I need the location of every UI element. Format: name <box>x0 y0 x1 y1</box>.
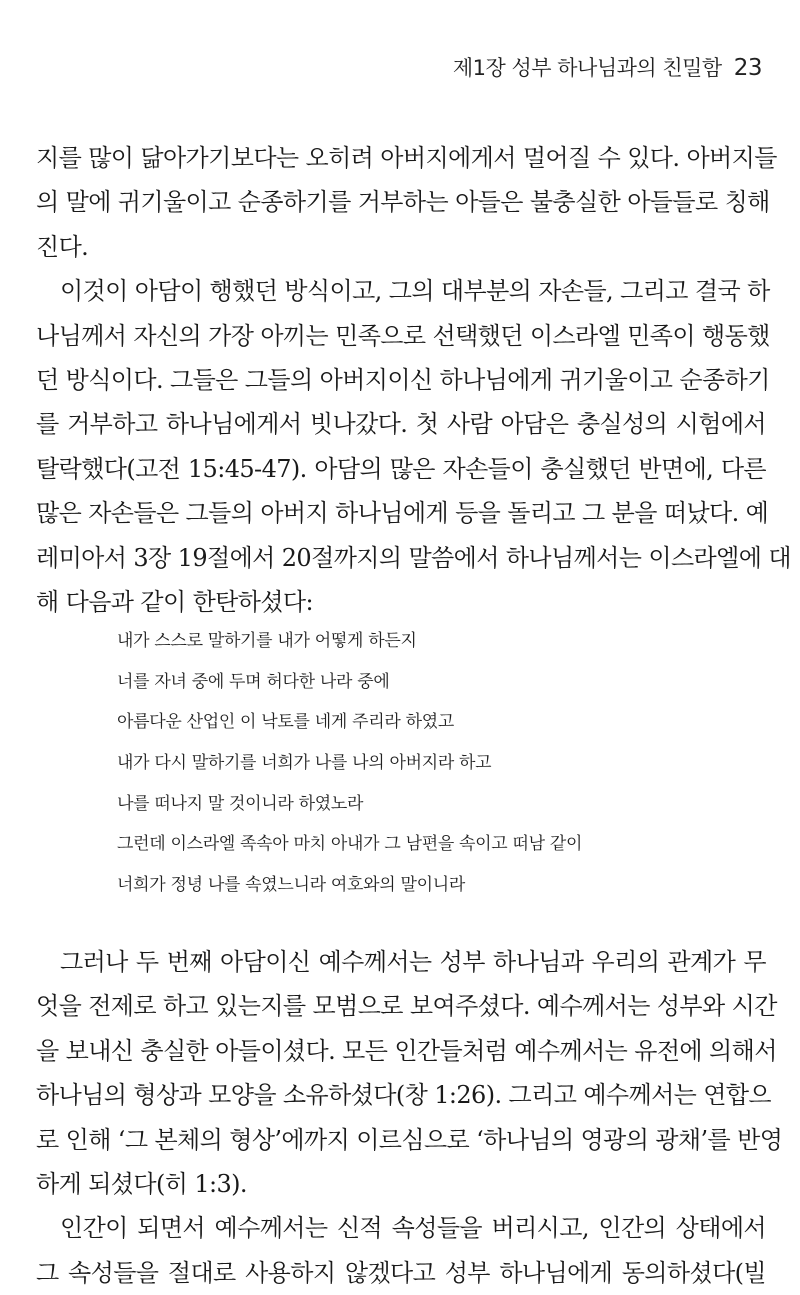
body-text-lower <box>36 940 783 1295</box>
text-line: 엇을 전제로 하고 있는지를 모범으로 보여주셨다. 예수께서는 성부와 시간 <box>36 992 777 1021</box>
text-line: 를 거부하고 하나님에게서 빗나갔다. 첫 사람 아담은 충실성의 시험에서 <box>36 410 766 439</box>
running-head <box>453 52 762 82</box>
body-text-upper <box>36 136 791 624</box>
paragraph-continued <box>36 136 777 269</box>
quote-line: 너를 자녀 중에 두며 허다한 나라 중에 <box>117 671 390 692</box>
text-line: 해 다음과 같이 한탄하셨다: <box>36 587 313 616</box>
text-line: 이것이 아담이 행했던 방식이고, 그의 대부분의 자손들, 그리고 결국 하 <box>60 277 770 306</box>
text-line: 하나님의 형상과 모양을 소유하셨다(창 1:26). 그리고 예수께서는 연합으 <box>36 1081 772 1110</box>
quote-line: 나를 떠나지 말 것이니라 하였노라 <box>117 793 364 814</box>
text-line: 하게 되셨다(히 1:3). <box>36 1169 247 1198</box>
text-line: 레미아서 3장 19절에서 20절까지의 말씀에서 하나님께서는 이스라엘에 대 <box>36 543 791 572</box>
text-line: 인간이 되면서 예수께서는 신적 속성들을 버리시고, 인간의 상태에서 <box>60 1214 766 1243</box>
quote-line: 내가 다시 말하기를 너희가 나를 나의 아버지라 하고 <box>117 753 492 774</box>
page-number: 23 <box>733 55 762 81</box>
running-title: 제1장 성부 하나님과의 친밀함 <box>452 56 722 80</box>
quote-line: 아름다운 산업인 이 낙토를 네게 주리라 하였고 <box>117 712 454 733</box>
text-line: 지를 많이 닮아가기보다는 오히려 아버지에게서 멀어질 수 있다. 아버지들 <box>36 144 777 172</box>
text-line: 그러나 두 번째 아담이신 예수께서는 성부 하나님과 우리의 관계가 무 <box>60 948 766 976</box>
scripture-quote <box>117 621 582 906</box>
text-line: 의 말에 귀기울이고 순종하기를 거부하는 아들은 불충실한 아들들로 칭해 <box>36 188 770 217</box>
text-line: 로 인해 ‘그 본체의 형상’에까지 이르심으로 ‘하나님의 영광의 광채’를 반영 <box>36 1125 783 1154</box>
quote-line: 내가 스스로 말하기를 내가 어떻게 하든지 <box>117 631 417 651</box>
paragraph-incarnation <box>36 1206 766 1295</box>
paragraph-jesus <box>36 940 783 1206</box>
text-line: 진다. <box>36 232 89 261</box>
quote-line: 너희가 정녕 나를 속였느니라 여호와의 말이니라 <box>117 875 465 896</box>
text-line: 을 보내신 충실한 아들이셨다. 모든 인간들처럼 예수께서는 유전에 의해서 <box>36 1036 777 1065</box>
paragraph-adam <box>36 269 791 624</box>
text-line: 그 속성들을 절대로 사용하지 않겠다고 성부 하나님에게 동의하셨다(빌 <box>36 1258 766 1287</box>
text-line: 나님께서 자신의 가장 아끼는 민족으로 선택했던 이스라엘 민족이 행동했 <box>36 321 770 350</box>
text-line: 많은 자손들은 그들의 아버지 하나님에게 등을 돌리고 그 분을 떠났다. 예 <box>36 499 769 528</box>
text-line: 던 방식이다. 그들은 그들의 아버지이신 하나님에게 귀기울이고 순종하기 <box>36 365 770 394</box>
quote-line: 그런데 이스라엘 족속아 마치 아내가 그 남편을 속이고 떠남 같이 <box>117 834 583 855</box>
text-line: 탈락했다(고전 15:45-47). 아담의 많은 자손들이 충실했던 반면에, 다른 <box>36 454 766 483</box>
